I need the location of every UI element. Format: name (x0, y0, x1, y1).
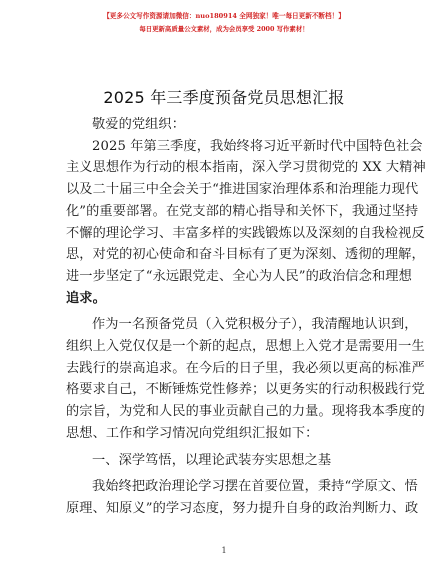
paragraph-line: 我始终把政治理论学习摆在首要位置，秉持“学原文、悟 (92, 479, 418, 495)
paragraph-line: 组织上入党仅仅是一个新的起点，思想上入党才是需要用一生 (66, 339, 425, 355)
paragraph-line: 不懈的理论学习、丰富多样的实践锻炼以及深刻的自我检视反 (66, 225, 425, 241)
promo-banner-line-1: 【更多公文写作资源请加微信：nuo180914 全网独家！唯一每日更新不断档！】 (103, 12, 345, 20)
paragraph-line: 思想、工作和学习情况向党组织汇报如下： (66, 425, 319, 441)
paragraph-1 (66, 136, 426, 310)
salutation: 敬爱的党组织： (92, 117, 186, 132)
document-body (66, 114, 426, 520)
paragraph-2 (66, 314, 425, 444)
paragraph-line: 主义思想作为行动的根本指南，深入学习贯彻党的 XX 大精神 (66, 160, 426, 176)
paragraph-3 (66, 476, 419, 519)
document-title: 2025 年三季度预备党员思想汇报 (103, 88, 345, 107)
promo-banner (0, 10, 448, 36)
paragraph-line: 进一步坚定了“永远跟党走、全心为人民”的政治信念和理想 (66, 268, 412, 284)
paragraph-line: 思，对党的初心使命和奋斗目标有了更为深刻、透彻的理解， (66, 247, 425, 263)
paragraph-line: 的宗旨，为党和人民的事业贡献自己的力量。现将我本季度的 (66, 404, 425, 420)
paragraph-line: 追求。 (66, 290, 106, 306)
paragraph-line: 2025 年第三季度，我始终将习近平新时代中国特色社会 (92, 138, 423, 154)
paragraph-line: 以及二十届三中全会关于“推进国家治理体系和治理能力现代 (66, 182, 419, 198)
paragraph-line: 化”的重要部署。在党支部的精心指导和关怀下，我通过坚持 (66, 203, 419, 219)
paragraph-line: 去践行的崇高追求。在今后的日子里，我必须以更高的标准严 (66, 360, 425, 376)
page-number: 1 (221, 546, 227, 555)
paragraph-line: 作为一名预备党员（入党积极分子），我清醒地认识到， (92, 317, 418, 333)
promo-banner-line-2: 每日更新高质量公文素材，成为会员享受 2000 写作素材！ (139, 25, 309, 33)
section-heading-1: 一、深学笃悟，以理论武装夯实思想之基 (92, 452, 332, 468)
paragraph-line: 格要求自己，不断锤炼党性修养；以更务实的行动积极践行党 (66, 382, 425, 398)
paragraph-line: 原理、知原义”的学习态度，努力提升自身的政治判断力、政 (66, 500, 419, 516)
